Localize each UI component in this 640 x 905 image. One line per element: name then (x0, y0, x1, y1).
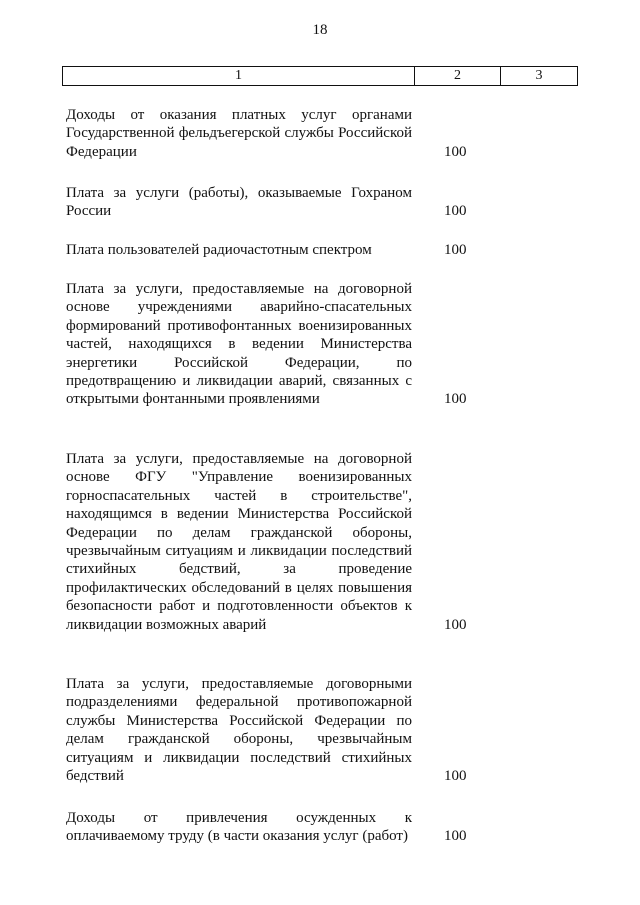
page-number: 18 (312, 22, 328, 38)
row-description: Плата за услуги, предоставляемые на договорной основе ФГУ "Управление военизированных горноспасательных частей в строительстве", находящимся в ведении Министерства Российской Федерации по делам гражданской обороны, чрезвычайным ситуациям и ликвидации последствий стихийных бедствий, за проведение профилактических обследований в целях повышения безопасности работ и подготовленности объектов к ликвидации возможных аварий (66, 451, 412, 633)
row-value: 100 (444, 242, 467, 258)
row-description: Доходы от оказания платных услуг органами Государственной фельдъегерской службы Российской Федерации (66, 107, 412, 160)
table-row (66, 675, 486, 785)
row-description: Плата пользователей радиочастотным спектром (66, 242, 372, 258)
table-row (66, 809, 486, 846)
column-header-3: 3 (535, 68, 543, 83)
row-value: 100 (444, 616, 467, 633)
row-value: 100 (444, 143, 467, 160)
table-row (66, 106, 486, 161)
row-description: Доходы от привлечения осужденных к оплачиваемому труду (в части оказания услуг (работ) (66, 810, 412, 845)
table-row (66, 241, 486, 259)
table-row (66, 450, 486, 634)
column-header-2: 2 (415, 67, 501, 85)
row-description: Плата за услуги (работы), оказываемые Гохраном России (66, 185, 412, 220)
table-row (66, 184, 486, 221)
table-row (66, 280, 486, 409)
row-value: 100 (444, 768, 467, 785)
row-description: Плата за услуги, предоставляемые на договорной основе учреждениями аварийно-спасательных формирований противофонтанных военизированных частей, находящихся в ведении Министерства энергетики Российской Федерации, по предотвращению и ликвидации аварий, связанных с открытыми фонтанными проявлениями (66, 281, 412, 408)
column-header-row (62, 66, 578, 86)
column-header-1: 1 (63, 67, 415, 85)
row-value: 100 (444, 391, 467, 408)
row-value: 100 (444, 828, 467, 845)
row-value: 100 (444, 203, 467, 220)
row-description: Плата за услуги, предоставляемые договорными подразделениями федеральной противопожарной службы Министерства Российской Федерации по делам гражданской обороны, чрезвычайным ситуациям и ликвидации последствий стихийных бедствий (66, 676, 412, 785)
